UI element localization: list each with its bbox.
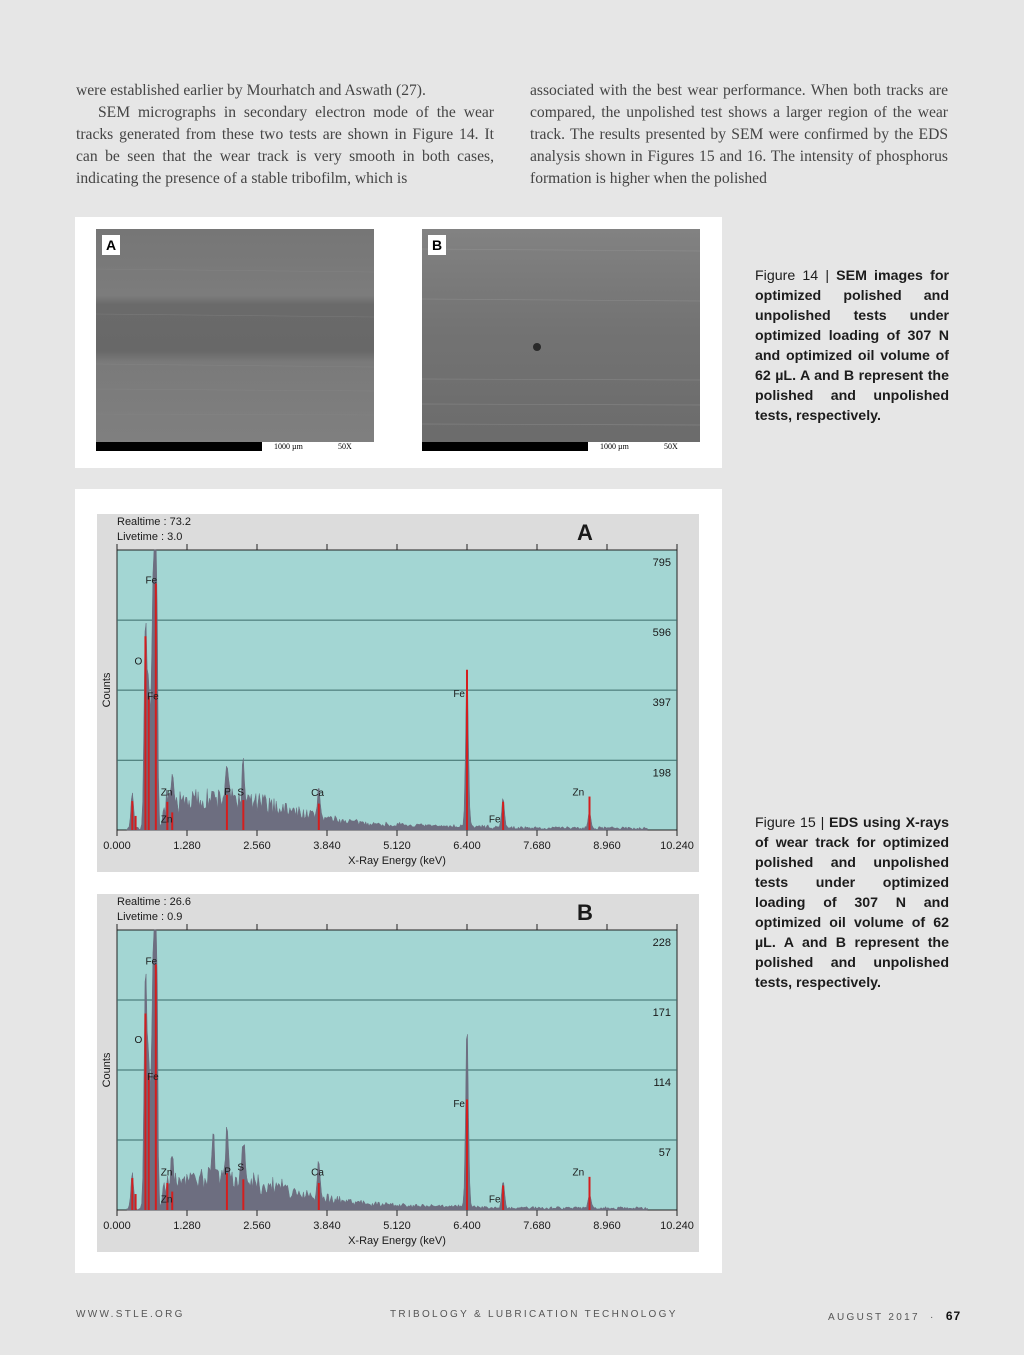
x-tick-label: 8.960 [593, 1220, 621, 1232]
scale-length: 1000 µm [600, 442, 629, 451]
peak-label: Fe [147, 691, 159, 703]
page-number: 67 [945, 1309, 962, 1323]
x-tick-label: 3.840 [313, 840, 341, 852]
footer-website: WWW.STLE.ORG [76, 1309, 185, 1320]
x-tick-label: 10.240 [660, 1220, 694, 1232]
caption-text: EDS using X-rays of wear track for optimized polished and unpolished tests under optimized loading of 307 N and optimized oil volume of 62 µL. A and B represent the polished and unpolished tests, respectively. [755, 815, 949, 991]
x-tick-label: 7.680 [523, 1220, 551, 1232]
x-tick-label: 1.280 [173, 840, 201, 852]
x-tick-label: 5.120 [383, 840, 411, 852]
y-tick-label: 228 [652, 937, 671, 949]
peak-label: Zn [572, 1167, 585, 1179]
x-tick-label: 3.840 [313, 1220, 341, 1232]
eds-spectrum-a [97, 514, 699, 872]
body-paragraph: associated with the best wear performance. When both tracks are compared, the unpolished test shows a larger region of the wear track. The results presented by SEM were confirmed by the EDS analysis shown in Figures 15 and 16. The intensity of phosphorus formation is higher when the polished [530, 82, 948, 187]
sem-image-unpolished [422, 229, 700, 451]
x-tick-label: 8.960 [593, 840, 621, 852]
livetime-label: Livetime : 0.9 [117, 911, 183, 923]
y-tick-label: 114 [653, 1077, 671, 1089]
peak-label: Ca [311, 1167, 324, 1179]
peak-label: Zn [572, 787, 585, 799]
body-text-right-column [530, 80, 948, 190]
peak-label: Zn [160, 1167, 173, 1179]
sem-image-polished [96, 229, 374, 451]
x-tick-label: 0.000 [103, 1220, 131, 1232]
footer-date: AUGUST 2017 [828, 1312, 920, 1323]
body-text-left-column [76, 80, 494, 190]
x-axis-label: X-Ray Energy (keV) [348, 855, 446, 867]
y-tick-label: 57 [658, 1147, 671, 1159]
x-tick-label: 10.240 [660, 840, 694, 852]
caption-separator: | [825, 268, 829, 284]
x-tick-label: 2.560 [243, 1220, 271, 1232]
y-axis-label: Counts [101, 672, 113, 708]
spectrum-panel-title: A [577, 520, 593, 545]
scale-magnification: 50X [664, 442, 678, 451]
peak-label: P [224, 786, 231, 798]
peak-label: S [237, 787, 244, 799]
eds-spectrum-b [97, 894, 699, 1252]
peak-label: Fe [488, 814, 501, 826]
peak-label: Fe [453, 1098, 465, 1110]
x-tick-label: 6.400 [453, 1220, 481, 1232]
panel-label-b: B [428, 235, 446, 255]
eds-chart-b [97, 894, 699, 1252]
body-paragraph: SEM micrographs in secondary electron mode of the wear tracks generated from these two tests are shown in Figure 14. It can be seen that the wear track is very smooth in both cases, indicating the presence of a stable tribofilm, which is [76, 103, 494, 187]
peak-label: S [237, 1162, 244, 1174]
footer-date-page [828, 1309, 961, 1323]
footer-dot: · [930, 1312, 936, 1323]
figure-15-panel [75, 489, 722, 1273]
scale-box [588, 442, 700, 451]
peak-label: Ca [311, 787, 324, 799]
y-tick-label: 795 [652, 557, 671, 569]
x-tick-label: 0.000 [103, 840, 131, 852]
y-tick-label: 171 [652, 1007, 671, 1019]
y-axis-label: Counts [101, 1052, 113, 1088]
peak-label: Fe [145, 575, 158, 587]
peak-label: O [134, 1034, 143, 1046]
realtime-label: Realtime : 73.2 [117, 516, 191, 528]
peak-label: Zn [160, 1194, 173, 1206]
peak-label: P [224, 1166, 231, 1178]
peak-label: Fe [453, 688, 465, 700]
scale-magnification: 50X [338, 442, 352, 451]
peak-label: Fe [147, 1071, 159, 1083]
x-tick-label: 2.560 [243, 840, 271, 852]
y-tick-label: 397 [652, 697, 671, 710]
caption-separator: | [820, 815, 825, 831]
y-tick-label: 596 [652, 627, 671, 640]
peak-label: Fe [145, 956, 158, 968]
sem-texture-a [96, 229, 374, 451]
caption-text: SEM images for optimized polished and unpolished tests under optimized loading of 307 N and optimized oil volume of 62 µL. A and B represent the polished and unpolished tests, respectively. [755, 268, 950, 424]
eds-chart-a [97, 514, 699, 872]
x-tick-label: 6.400 [453, 840, 481, 852]
livetime-label: Livetime : 3.0 [117, 531, 183, 543]
realtime-label: Realtime : 26.6 [117, 896, 191, 908]
x-tick-label: 1.280 [173, 1220, 201, 1232]
y-tick-label: 198 [652, 767, 671, 780]
caption-lead: Figure 15 [755, 815, 816, 831]
peak-label: Fe [488, 1194, 501, 1206]
figure-14-panel [75, 217, 722, 468]
spectrum-panel-title: B [577, 900, 593, 925]
footer-publication: TRIBOLOGY & LUBRICATION TECHNOLOGY [390, 1309, 678, 1320]
panel-label-a: A [102, 235, 120, 255]
figure-15-caption [755, 813, 949, 993]
scale-box [262, 442, 374, 451]
body-paragraph: were established earlier by Mourhatch and Aswath (27). [76, 82, 426, 99]
peak-label: Zn [160, 814, 173, 826]
figure-14-caption [755, 266, 949, 426]
x-tick-label: 5.120 [383, 1220, 411, 1232]
x-axis-label: X-Ray Energy (keV) [348, 1235, 446, 1247]
peak-label: Zn [160, 787, 173, 799]
x-tick-label: 7.680 [523, 840, 551, 852]
sem-texture-b [422, 229, 700, 451]
scale-length: 1000 µm [274, 442, 303, 451]
caption-lead: Figure 14 [755, 268, 819, 284]
peak-label: O [134, 656, 143, 668]
